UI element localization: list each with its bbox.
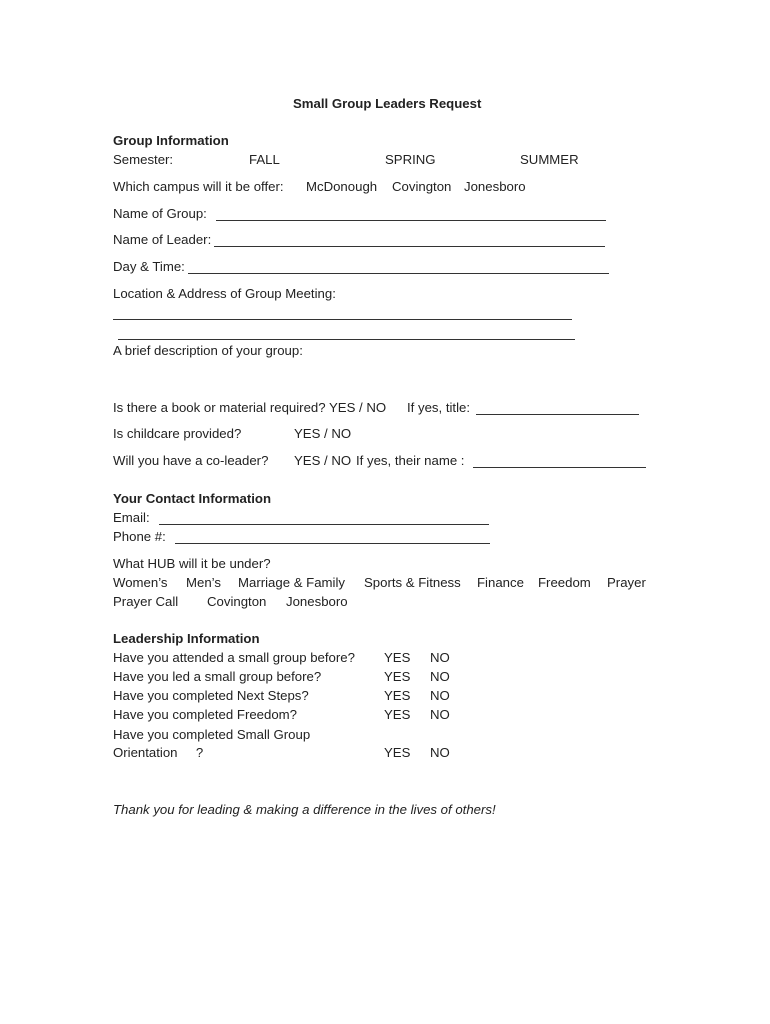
hub-option-prayer-call[interactable]: Prayer Call xyxy=(113,594,179,609)
question-attended: Have you attended a small group before? xyxy=(113,650,355,665)
email-field[interactable] xyxy=(159,524,489,525)
hub-option-finance[interactable]: Finance xyxy=(477,575,524,590)
location-field-line-2[interactable] xyxy=(118,339,575,340)
page-title: Small Group Leaders Request xyxy=(293,96,482,111)
campus-option-mcdonough[interactable]: McDonough xyxy=(306,179,378,194)
question-orientation-line-1: Have you completed Small Group xyxy=(113,727,311,742)
hub-option-mens[interactable]: Men’s xyxy=(186,575,221,590)
description-label: A brief description of your group: xyxy=(113,343,303,358)
coleader-name-label: If yes, their name : xyxy=(356,453,465,468)
name-of-leader-label: Name of Leader: xyxy=(113,232,212,247)
contact-heading: Your Contact Information xyxy=(113,491,271,506)
name-of-leader-field[interactable] xyxy=(214,246,605,247)
phone-label: Phone #: xyxy=(113,529,166,544)
childcare-question: Is childcare provided? xyxy=(113,426,242,441)
hub-question: What HUB will it be under? xyxy=(113,556,271,571)
campus-option-jonesboro[interactable]: Jonesboro xyxy=(464,179,526,194)
childcare-options[interactable]: YES / NO xyxy=(294,426,352,441)
name-of-group-label: Name of Group: xyxy=(113,206,207,221)
location-field-line-1[interactable] xyxy=(113,319,572,320)
question-orientation-line-2: Orientation ? xyxy=(113,745,204,760)
day-time-label: Day & Time: xyxy=(113,259,185,274)
campus-option-covington[interactable]: Covington xyxy=(392,179,452,194)
group-info-heading: Group Information xyxy=(113,133,229,148)
hub-option-freedom[interactable]: Freedom xyxy=(538,575,591,590)
phone-field[interactable] xyxy=(175,543,490,544)
answer-yes[interactable]: YES xyxy=(384,707,411,722)
question-led: Have you led a small group before? xyxy=(113,669,322,684)
day-time-field[interactable] xyxy=(188,273,609,274)
book-title-field[interactable] xyxy=(476,414,639,415)
closing-message: Thank you for leading & making a difference in the lives of others! xyxy=(113,802,496,817)
question-freedom: Have you completed Freedom? xyxy=(113,707,297,722)
hub-option-prayer[interactable]: Prayer xyxy=(607,575,646,590)
coleader-name-field[interactable] xyxy=(473,467,646,468)
answer-yes[interactable]: YES xyxy=(384,745,411,760)
coleader-question: Will you have a co-leader? xyxy=(113,453,269,468)
hub-option-jonesboro[interactable]: Jonesboro xyxy=(286,594,348,609)
leadership-heading: Leadership Information xyxy=(113,631,260,646)
semester-option-fall[interactable]: FALL xyxy=(249,152,280,167)
name-of-group-field[interactable] xyxy=(216,220,606,221)
hub-option-marriage-family[interactable]: Marriage & Family xyxy=(238,575,345,590)
book-title-label: If yes, title: xyxy=(407,400,471,415)
coleader-options[interactable]: YES / NO xyxy=(294,453,352,468)
hub-option-covington[interactable]: Covington xyxy=(207,594,267,609)
answer-yes[interactable]: YES xyxy=(384,669,411,684)
semester-option-summer[interactable]: SUMMER xyxy=(520,152,579,167)
answer-no[interactable]: NO xyxy=(430,669,450,684)
answer-yes[interactable]: YES xyxy=(384,688,411,703)
answer-no[interactable]: NO xyxy=(430,688,450,703)
semester-option-spring[interactable]: SPRING xyxy=(385,152,436,167)
email-label: Email: xyxy=(113,510,150,525)
answer-no[interactable]: NO xyxy=(430,707,450,722)
location-label: Location & Address of Group Meeting: xyxy=(113,286,336,301)
hub-option-sports-fitness[interactable]: Sports & Fitness xyxy=(364,575,461,590)
question-next-steps: Have you completed Next Steps? xyxy=(113,688,309,703)
answer-yes[interactable]: YES xyxy=(384,650,411,665)
semester-label: Semester: xyxy=(113,152,174,167)
book-question: Is there a book or material required? YES / NO xyxy=(113,400,387,415)
answer-no[interactable]: NO xyxy=(430,650,450,665)
answer-no[interactable]: NO xyxy=(430,745,450,760)
campus-question: Which campus will it be offer: xyxy=(113,179,284,194)
hub-option-womens[interactable]: Women’s xyxy=(113,575,168,590)
